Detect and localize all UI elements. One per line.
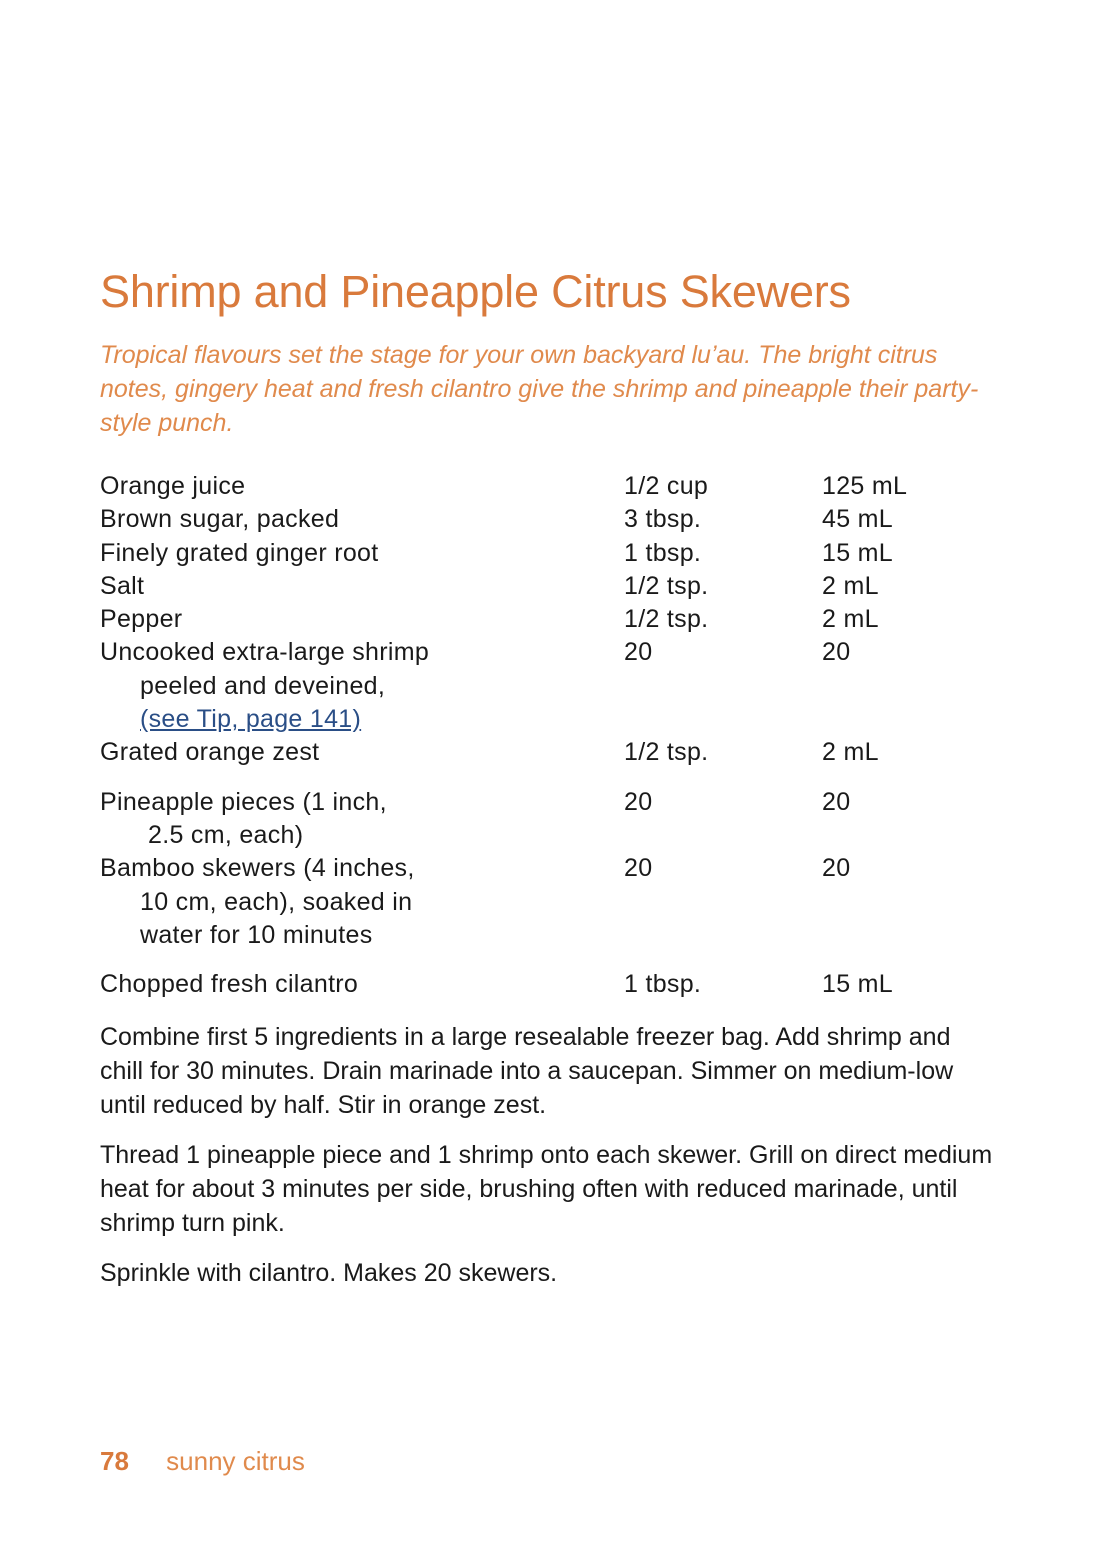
- ingredient-name: Brown sugar, packed: [100, 505, 340, 534]
- ingredient-row: [100, 470, 1000, 503]
- ingredient-metric-amount: 20: [822, 854, 851, 883]
- ingredient-us-amount: 1/2 cup: [624, 472, 709, 500]
- ingredient-name: Grated orange zest: [100, 738, 320, 767]
- ingredient-name-continued: 10 cm, each), soaked in: [140, 887, 413, 916]
- ingredient-us-amount: 1/2 tsp.: [624, 605, 709, 634]
- ingredient-us-amount: 20: [624, 638, 653, 667]
- ingredient-list: [100, 470, 1000, 1001]
- ingredient-us-amount: 3 tbsp.: [624, 505, 702, 534]
- ingredient-us-amount: 1 tbsp.: [624, 970, 702, 999]
- ingredient-us-amount: 20: [624, 787, 653, 816]
- ingredient-metric-amount: 20: [822, 638, 851, 667]
- ingredient-row: [100, 636, 1000, 736]
- ingredient-name: Uncooked extra-large shrimp: [100, 638, 430, 667]
- ingredient-name: Finely grated ginger root: [100, 538, 379, 567]
- section-name: sunny citrus: [166, 1446, 305, 1476]
- recipe-page: [100, 0, 1000, 1550]
- ingredient-us-amount: 1/2 tsp.: [624, 738, 709, 767]
- direction-step: Sprinkle with cilantro. Makes 20 skewers.: [100, 1259, 558, 1287]
- ingredient-metric-amount: 2 mL: [822, 738, 879, 767]
- ingredient-row: [100, 968, 1000, 1001]
- ingredient-row: [100, 736, 1000, 769]
- ingredient-row: [100, 570, 1000, 603]
- page-number: 78: [100, 1446, 129, 1476]
- ingredient-name-block: [100, 636, 620, 736]
- ingredient-name: Bamboo skewers (4 inches,: [100, 854, 415, 883]
- ingredient-us-amount: 1 tbsp.: [624, 538, 702, 567]
- page-footer: [100, 1446, 305, 1477]
- ingredient-metric-amount: 45 mL: [822, 505, 893, 534]
- ingredient-name-continued: peeled and deveined,: [140, 671, 386, 700]
- ingredient-metric-amount: 15 mL: [822, 970, 893, 999]
- ingredient-name: Pineapple pieces (1 inch,: [100, 787, 387, 816]
- ingredient-metric-amount: 20: [822, 787, 851, 816]
- ingredient-us-amount: 1/2 tsp.: [624, 571, 709, 600]
- ingredient-name: Chopped fresh cilantro: [100, 970, 359, 999]
- ingredient-name-continued: water for 10 minutes: [140, 920, 373, 949]
- direction-step: Thread 1 pineapple piece and 1 shrimp onto each skewer. Grill on direct medium heat for about 3 minutes per side, brushing often with reduced marinade, until shrimp turn pink.: [100, 1141, 993, 1237]
- ingredient-us-amount: 20: [624, 854, 653, 883]
- ingredient-row: [100, 786, 1000, 853]
- ingredient-metric-amount: 2 mL: [822, 571, 879, 600]
- tip-link[interactable]: (see Tip, page 141): [140, 705, 362, 734]
- ingredient-metric-amount: 2 mL: [822, 605, 879, 634]
- ingredient-name: Salt: [100, 571, 145, 600]
- ingredient-row: [100, 852, 1000, 952]
- directions: [100, 1020, 1000, 1306]
- ingredient-row: [100, 503, 1000, 536]
- ingredient-name-block: [100, 852, 620, 952]
- direction-step: Combine first 5 ingredients in a large resealable freezer bag. Add shrimp and chill for 30 minutes. Drain marinade into a saucepan. Simmer on medium-low until reduced by half. Stir in orange zest.: [100, 1023, 954, 1119]
- ingredient-name-block: [100, 786, 620, 853]
- ingredient-name-continued: 2.5 cm, each): [148, 820, 304, 849]
- ingredient-metric-amount: 15 mL: [822, 538, 893, 567]
- tip-link-line: [100, 703, 620, 736]
- recipe-title: Shrimp and Pineapple Citrus Skewers: [100, 266, 851, 317]
- recipe-intro: Tropical flavours set the stage for your own backyard lu’au. The bright citrus notes, gingery heat and fresh cilantro give the shrimp and pineapple their party-style punch.: [100, 341, 979, 437]
- ingredient-name: Orange juice: [100, 472, 246, 500]
- ingredient-name: Pepper: [100, 605, 183, 634]
- ingredient-row: [100, 537, 1000, 570]
- ingredient-row: [100, 603, 1000, 636]
- ingredient-metric-amount: 125 mL: [822, 472, 908, 500]
